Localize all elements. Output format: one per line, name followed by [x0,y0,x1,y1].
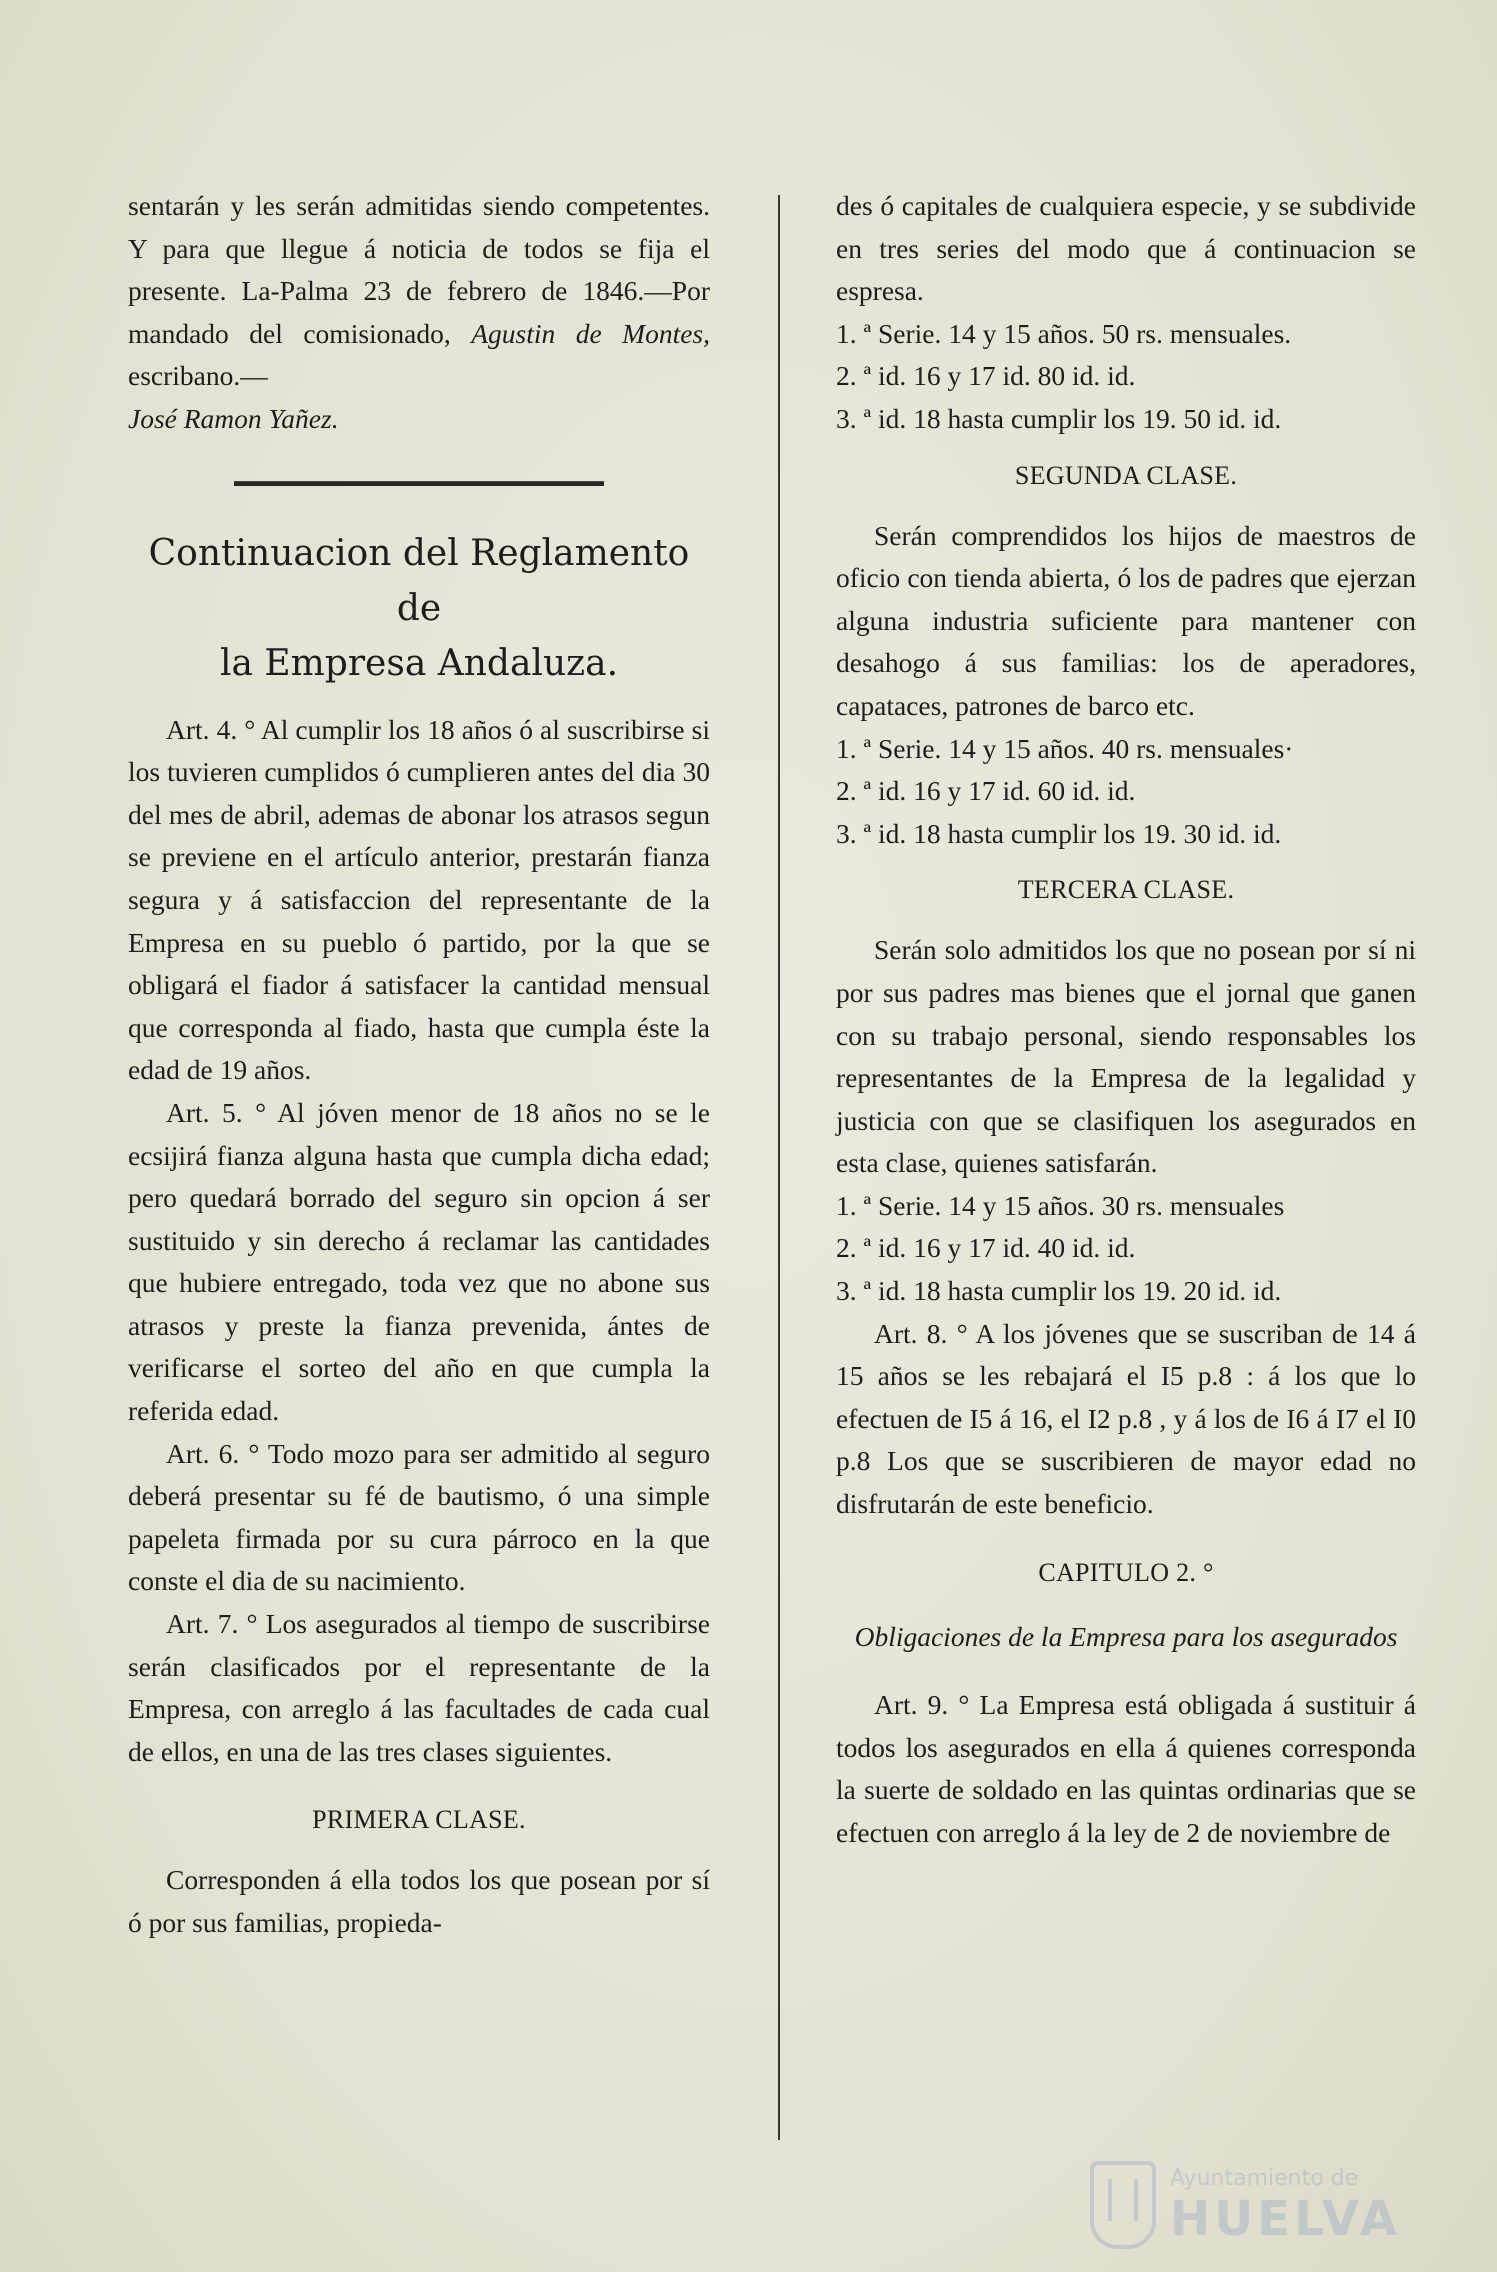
primera-clase-heading: PRIMERA CLASE. [312,1805,526,1835]
primera-series-2: 2. ª id. 16 y 17 id. 80 id. id. [836,360,1136,392]
huelva-watermark [1090,2150,1450,2260]
article-4: Art. 4. ° Al cumplir los 18 años ó al suscribirse si los tuvieren cumplidos ó cumplieren antes del dia 30 del mes de abril, ademas de abonar los atrasos segun se previene en el artículo anterior, prestarán fianza segura y á satisfaccion del representante de la Empresa en su pueblo ó partido, por la que se obligará el fiador á satisfacer la cantidad mensual que corresponda al fiado, hasta que cumpla éste la edad de 19 años. [128,713,710,1086]
segunda-clase-text: Serán comprendidos los hijos de maestros de oficio con tienda abierta, ó los de padres que ejerzan alguna industria suficiente para mantener con desahogo á sus familias: los de aperadores, capataces, patrones de barco etc. [836,519,1416,721]
section-title-line1: Continuacion del Reglamento de [148,532,690,629]
top-paragraph-tail: escribano.— [128,360,268,392]
column-divider [778,195,780,2140]
tercera-clase-text: Serán solo admitidos los que no posean por sí ni por sus padres mas bienes que el jornal que ganen con su trabajo personal, siendo responsables los representantes de la Empresa de la legalidad y justicia con que se clasifiquen los asegurados en esta clase, quienes satisfarán. [836,934,1416,1179]
section-title-line2: la Empresa Andaluza. [219,642,619,684]
top-paragraph [128,185,710,398]
segunda-clase-heading: SEGUNDA CLASE. [1014,460,1238,490]
primera-clase-text: Corresponden á ella todos los que posean por sí ó por sus familias, propieda- [128,1864,710,1938]
left-column [128,185,710,1945]
tercera-series-2: 2. ª id. 16 y 17 id. 40 id. id. [836,1232,1136,1264]
right-column [836,185,1416,1855]
tercera-clase-heading: TERCERA CLASE. [1017,875,1235,905]
article-6: Art. 6. ° Todo mozo para ser admitido al seguro deberá presentar su fé de bautismo, ó una simple papeleta firmada por su cura párroco en la que conste el dia de su nacimiento. [128,1437,710,1597]
article-7: Art. 7. ° Los asegurados al tiempo de suscribirse serán clasificados por el representante de la Empresa, con arreglo á las facultades de cada cual de ellos, en una de las tres clases siguientes. [128,1608,710,1767]
signature-montes: Agustin de Montes, [471,317,711,349]
watermark-line1: Ayuntamiento de [1170,2166,1359,2191]
article-5: Art. 5. ° Al jóven menor de 18 años no se le ecsijirá fianza alguna hasta que cumpla dicha edad; pero quedará borrado del seguro sin opcion á ser sustituido y sin derecho á reclamar las cantidades que hubiere entregado, toda vez que no abone sus atrasos y preste la fianza prevenida, ántes de verificarse el sorteo del año en que cumpla la referida edad. [128,1096,710,1427]
segunda-series-3: 3. ª id. 18 hasta cumplir los 19. 30 id. id. [836,817,1282,849]
article-9: Art. 9. ° La Empresa está obligada á sustituir á todos los asegurados en ella á quienes corresponda la suerte de soldado en las quintas ordinarias que se efectuen con arreglo á la ley de 2 de noviembre de [836,1689,1416,1848]
watermark-line2: HUELVA [1170,2191,1401,2247]
segunda-series-1: 1. ª Serie. 14 y 15 años. 40 rs. mensuales· [836,732,1294,764]
primera-series-3: 3. ª id. 18 hasta cumplir los 19. 50 id. id. [836,402,1282,434]
obligaciones-subheading: Obligaciones de la Empresa para los asegurados [854,1620,1398,1652]
tercera-series-3: 3. ª id. 18 hasta cumplir los 19. 20 id. id. [836,1275,1282,1307]
section-title [128,526,710,691]
capitulo-heading: CAPITULO 2. ° [1038,1557,1214,1587]
primera-clase-continuation: des ó capitales de cualquiera especie, y se subdivide en tres series del modo que á continuacion se espresa. [836,190,1416,307]
tercera-series-1: 1. ª Serie. 14 y 15 años. 30 rs. mensuales [836,1189,1285,1221]
article-8: Art. 8. ° A los jóvenes que se suscriban de 14 á 15 años se les rebajará el I5 p.8 : á los que lo efectuen de I5 á 16, el I2 p.8 , y á los de I6 á I7 el I0 p.8 Los que se suscribieren de mayor edad no disfrutarán de este beneficio. [836,1317,1416,1520]
segunda-series-2: 2. ª id. 16 y 17 id. 60 id. id. [836,775,1136,807]
section-rule [128,481,710,486]
top-paragraph-text: sentarán y les serán admitidas siendo competentes. Y para que llegue á noticia de todos se fija el presente. La-Palma 23 de febrero de 1846.—Por mandado del comisionado, [128,190,710,349]
shield-icon [1090,2161,1156,2249]
primera-series-1: 1. ª Serie. 14 y 15 años. 50 rs. mensuales. [836,317,1292,349]
watermark-text [1170,2165,1401,2245]
signature-yanez: José Ramon Yañez. [128,402,339,434]
